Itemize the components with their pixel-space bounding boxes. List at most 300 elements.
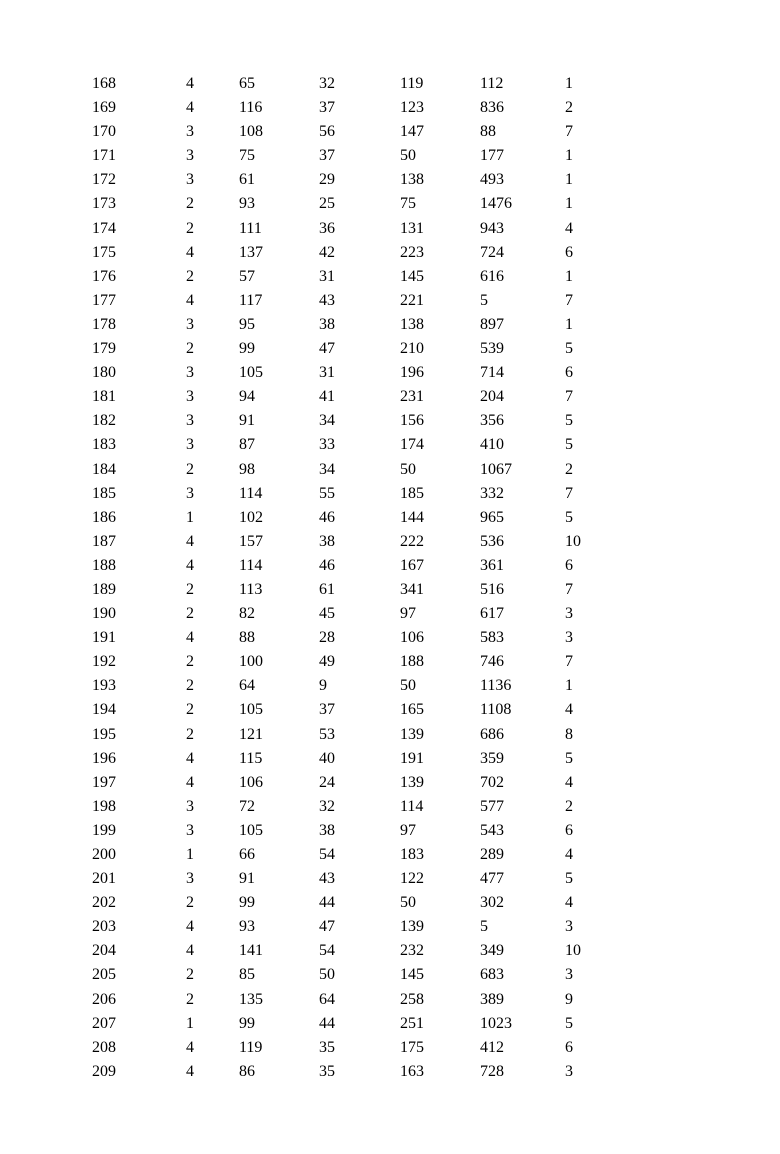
table-cell-col-3: 141	[239, 942, 263, 960]
table-cell-col-7: 8	[565, 725, 573, 743]
table-row	[92, 1036, 625, 1060]
table-cell-col-7: 6	[565, 556, 573, 574]
table-row	[92, 337, 625, 361]
table-cell-col-6: 177	[480, 147, 504, 165]
table-cell-col-4: 38	[319, 821, 335, 839]
table-cell-col-7: 5	[565, 508, 573, 526]
table-row	[92, 506, 625, 530]
table-cell-col-2: 2	[186, 677, 194, 695]
table-cell-col-5: 138	[400, 171, 424, 189]
table-cell-col-6: 410	[480, 436, 504, 454]
table-cell-col-6: 5	[480, 918, 488, 936]
table-cell-col-4: 38	[319, 315, 335, 333]
table-cell-col-6: 746	[480, 653, 504, 671]
table-cell-col-2: 2	[186, 580, 194, 598]
table-cell-col-2: 2	[186, 605, 194, 623]
table-cell-col-7: 1	[565, 267, 573, 285]
table-cell-col-4: 40	[319, 749, 335, 767]
table-cell-col-2: 3	[186, 123, 194, 141]
table-cell-col-6: 728	[480, 1062, 504, 1080]
table-cell-col-4: 64	[319, 990, 335, 1008]
table-row	[92, 433, 625, 457]
table-cell-col-5: 188	[400, 653, 424, 671]
table-cell-col-6: 1067	[480, 460, 512, 478]
table-cell-col-5: 222	[400, 532, 424, 550]
table-row	[92, 1060, 625, 1084]
table-cell-col-2: 2	[186, 701, 194, 719]
table-cell-col-5: 145	[400, 966, 424, 984]
table-row	[92, 650, 625, 674]
table-row	[92, 385, 625, 409]
table-cell-col-6: 389	[480, 990, 504, 1008]
table-cell-col-2: 4	[186, 918, 194, 936]
table-cell-col-4: 42	[319, 243, 335, 261]
table-cell-col-7: 5	[565, 340, 573, 358]
table-cell-row-id: 191	[92, 629, 116, 647]
table-cell-col-3: 91	[239, 870, 255, 888]
table-cell-col-5: 258	[400, 990, 424, 1008]
table-cell-row-id: 209	[92, 1062, 116, 1080]
table-cell-col-3: 86	[239, 1062, 255, 1080]
table-cell-col-5: 139	[400, 773, 424, 791]
table-cell-col-6: 1136	[480, 677, 512, 695]
table-cell-col-5: 114	[400, 797, 424, 815]
table-cell-row-id: 169	[92, 99, 116, 117]
table-row	[92, 530, 625, 554]
table-cell-col-7: 7	[565, 484, 573, 502]
table-cell-col-7: 5	[565, 436, 573, 454]
table-cell-row-id: 199	[92, 821, 116, 839]
table-cell-col-6: 724	[480, 243, 504, 261]
table-cell-col-5: 196	[400, 364, 424, 382]
table-row	[92, 867, 625, 891]
table-cell-col-6: 493	[480, 171, 504, 189]
table-cell-row-id: 180	[92, 364, 116, 382]
table-cell-col-6: 412	[480, 1038, 504, 1056]
table-cell-col-5: 75	[400, 195, 416, 213]
table-cell-row-id: 189	[92, 580, 116, 598]
table-cell-col-6: 361	[480, 556, 504, 574]
table-cell-col-7: 1	[565, 147, 573, 165]
table-cell-row-id: 168	[92, 75, 116, 92]
table-cell-col-5: 191	[400, 749, 424, 767]
table-cell-row-id: 208	[92, 1038, 116, 1056]
table-cell-col-5: 139	[400, 918, 424, 936]
table-cell-col-4: 55	[319, 484, 335, 502]
table-cell-col-4: 38	[319, 532, 335, 550]
table-cell-col-2: 3	[186, 171, 194, 189]
table-row	[92, 939, 625, 963]
table-cell-col-4: 34	[319, 412, 335, 430]
table-cell-col-4: 43	[319, 291, 335, 309]
table-cell-col-3: 85	[239, 966, 255, 984]
table-cell-col-6: 617	[480, 605, 504, 623]
table-row	[92, 72, 625, 96]
table-cell-col-4: 34	[319, 460, 335, 478]
table-cell-col-3: 99	[239, 340, 255, 358]
table-cell-col-5: 119	[400, 75, 424, 92]
table-cell-col-3: 121	[239, 725, 263, 743]
table-cell-col-6: 943	[480, 219, 504, 237]
table-cell-col-3: 99	[239, 1014, 255, 1032]
table-row	[92, 723, 625, 747]
table-cell-row-id: 186	[92, 508, 116, 526]
table-cell-col-7: 10	[565, 532, 581, 550]
table-cell-col-7: 3	[565, 918, 573, 936]
table-cell-row-id: 198	[92, 797, 116, 815]
table-cell-col-4: 32	[319, 75, 335, 92]
table-cell-col-2: 4	[186, 1062, 194, 1080]
table-cell-col-7: 1	[565, 171, 573, 189]
table-cell-col-3: 137	[239, 243, 263, 261]
table-cell-col-3: 95	[239, 315, 255, 333]
table-cell-col-2: 2	[186, 725, 194, 743]
table-row	[92, 289, 625, 313]
table-cell-col-3: 61	[239, 171, 255, 189]
table-cell-col-5: 251	[400, 1014, 424, 1032]
table-cell-col-2: 1	[186, 846, 194, 863]
table-cell-col-3: 93	[239, 195, 255, 213]
table-row	[92, 988, 625, 1012]
table-cell-col-7: 7	[565, 653, 573, 671]
table-row	[92, 795, 625, 819]
table-cell-col-4: 50	[319, 966, 335, 984]
table-cell-col-3: 88	[239, 629, 255, 647]
table-cell-row-id: 174	[92, 219, 116, 237]
table-cell-col-4: 24	[319, 773, 335, 791]
table-cell-col-6: 356	[480, 412, 504, 430]
table-cell-col-7: 5	[565, 412, 573, 430]
table-cell-col-5: 185	[400, 484, 424, 502]
table-cell-col-3: 115	[239, 749, 263, 767]
table-row	[92, 626, 625, 650]
table-cell-col-6: 5	[480, 291, 488, 309]
table-cell-col-7: 4	[565, 894, 573, 912]
table-cell-col-3: 117	[239, 291, 263, 309]
table-cell-col-4: 56	[319, 123, 335, 141]
table-cell-col-6: 683	[480, 966, 504, 984]
table-cell-col-6: 539	[480, 340, 504, 358]
table-cell-col-4: 37	[319, 701, 335, 719]
table-cell-col-4: 44	[319, 1014, 335, 1032]
table-cell-col-2: 3	[186, 436, 194, 454]
table-cell-col-2: 2	[186, 894, 194, 912]
table-cell-col-7: 6	[565, 364, 573, 382]
table-cell-col-4: 35	[319, 1038, 335, 1056]
table-cell-row-id: 196	[92, 749, 116, 767]
table-row	[92, 96, 625, 120]
table-cell-col-4: 44	[319, 894, 335, 912]
table-cell-col-6: 477	[480, 870, 504, 888]
table-cell-col-7: 3	[565, 966, 573, 984]
table-cell-row-id: 194	[92, 701, 116, 719]
table-cell-col-2: 3	[186, 388, 194, 406]
table-cell-col-5: 167	[400, 556, 424, 574]
table-cell-col-3: 82	[239, 605, 255, 623]
table-row	[92, 747, 625, 771]
table-cell-col-3: 94	[239, 388, 255, 406]
table-cell-col-7: 7	[565, 291, 573, 309]
table-cell-row-id: 201	[92, 870, 116, 888]
table-cell-col-2: 4	[186, 243, 194, 261]
table-row	[92, 458, 625, 482]
table-row	[92, 819, 625, 843]
table-cell-col-4: 32	[319, 797, 335, 815]
table-cell-col-6: 88	[480, 123, 496, 141]
table-cell-col-4: 61	[319, 580, 335, 598]
table-cell-col-4: 31	[319, 364, 335, 382]
table-cell-col-2: 2	[186, 267, 194, 285]
table-cell-col-2: 4	[186, 75, 194, 92]
table-cell-col-5: 131	[400, 219, 424, 237]
table-cell-col-6: 112	[480, 75, 504, 92]
table-cell-col-7: 7	[565, 388, 573, 406]
table-cell-col-2: 4	[186, 532, 194, 550]
table-cell-col-4: 36	[319, 219, 335, 237]
table-cell-col-2: 3	[186, 364, 194, 382]
table-cell-col-3: 105	[239, 364, 263, 382]
table-row	[92, 843, 625, 867]
table-cell-row-id: 203	[92, 918, 116, 936]
table-cell-row-id: 170	[92, 123, 116, 141]
table-cell-col-5: 210	[400, 340, 424, 358]
table-cell-row-id: 187	[92, 532, 116, 550]
table-cell-col-7: 6	[565, 1038, 573, 1056]
table-cell-col-6: 289	[480, 846, 504, 863]
table-cell-col-5: 144	[400, 508, 424, 526]
table-cell-col-7: 4	[565, 773, 573, 791]
table-cell-row-id: 206	[92, 990, 116, 1008]
table-cell-row-id: 182	[92, 412, 116, 430]
table-cell-row-id: 202	[92, 894, 116, 912]
table-cell-col-4: 54	[319, 942, 335, 960]
table-cell-col-7: 5	[565, 870, 573, 888]
table-cell-col-6: 536	[480, 532, 504, 550]
table-cell-col-7: 7	[565, 123, 573, 141]
table-cell-col-2: 3	[186, 315, 194, 333]
table-cell-row-id: 192	[92, 653, 116, 671]
table-cell-col-6: 302	[480, 894, 504, 912]
table-cell-col-7: 1	[565, 677, 573, 695]
table-cell-col-4: 49	[319, 653, 335, 671]
table-cell-row-id: 190	[92, 605, 116, 623]
table-cell-col-2: 2	[186, 990, 194, 1008]
table-cell-col-4: 29	[319, 171, 335, 189]
table-cell-col-4: 41	[319, 388, 335, 406]
table-cell-col-3: 98	[239, 460, 255, 478]
table-cell-col-6: 1476	[480, 195, 512, 213]
table-cell-col-5: 50	[400, 147, 416, 165]
table-cell-col-2: 4	[186, 1038, 194, 1056]
table-cell-col-2: 3	[186, 147, 194, 165]
table-cell-col-7: 4	[565, 219, 573, 237]
table-cell-col-4: 46	[319, 556, 335, 574]
table-cell-row-id: 204	[92, 942, 116, 960]
table-cell-col-5: 147	[400, 123, 424, 141]
table-cell-col-2: 2	[186, 195, 194, 213]
table-row	[92, 578, 625, 602]
table-cell-col-6: 204	[480, 388, 504, 406]
table-row	[92, 313, 625, 337]
table-cell-col-4: 35	[319, 1062, 335, 1080]
table-cell-col-5: 341	[400, 580, 424, 598]
table-cell-col-6: 359	[480, 749, 504, 767]
table-cell-col-7: 6	[565, 821, 573, 839]
table-cell-col-5: 122	[400, 870, 424, 888]
table-cell-row-id: 188	[92, 556, 116, 574]
table-cell-col-5: 138	[400, 315, 424, 333]
table-cell-row-id: 178	[92, 315, 116, 333]
table-cell-row-id: 181	[92, 388, 116, 406]
table-cell-col-7: 5	[565, 749, 573, 767]
table-cell-col-3: 114	[239, 484, 263, 502]
table-cell-col-4: 45	[319, 605, 335, 623]
table-cell-col-3: 57	[239, 267, 255, 285]
table-cell-col-7: 6	[565, 243, 573, 261]
table-cell-col-6: 836	[480, 99, 504, 117]
table-cell-col-4: 31	[319, 267, 335, 285]
table-cell-col-2: 2	[186, 966, 194, 984]
table-row	[92, 482, 625, 506]
table-cell-col-7: 4	[565, 701, 573, 719]
table-cell-col-4: 37	[319, 147, 335, 165]
table-body	[92, 72, 625, 1084]
table-cell-row-id: 200	[92, 846, 116, 863]
table-cell-col-6: 349	[480, 942, 504, 960]
table-row	[92, 554, 625, 578]
table-cell-col-5: 145	[400, 267, 424, 285]
table-cell-col-7: 1	[565, 75, 573, 92]
table-row	[92, 168, 625, 192]
table-cell-col-2: 3	[186, 797, 194, 815]
table-cell-col-3: 93	[239, 918, 255, 936]
table-cell-col-6: 965	[480, 508, 504, 526]
table-cell-col-6: 583	[480, 629, 504, 647]
table-row	[92, 409, 625, 433]
table-cell-col-3: 64	[239, 677, 255, 695]
table-cell-col-7: 1	[565, 315, 573, 333]
table-cell-col-3: 157	[239, 532, 263, 550]
table-cell-col-7: 10	[565, 942, 581, 960]
table-row	[92, 891, 625, 915]
table-cell-col-3: 114	[239, 556, 263, 574]
table-row	[92, 915, 625, 939]
table-cell-col-4: 47	[319, 918, 335, 936]
table-cell-col-3: 116	[239, 99, 263, 117]
table-cell-col-6: 1108	[480, 701, 512, 719]
table-row	[92, 192, 625, 216]
table-cell-col-4: 25	[319, 195, 335, 213]
table-cell-col-5: 156	[400, 412, 424, 430]
table-cell-col-7: 5	[565, 1014, 573, 1032]
table-cell-col-2: 2	[186, 219, 194, 237]
table-cell-col-2: 2	[186, 460, 194, 478]
table-cell-col-4: 43	[319, 870, 335, 888]
table-cell-col-7: 3	[565, 605, 573, 623]
table-cell-col-2: 4	[186, 629, 194, 647]
table-cell-col-5: 163	[400, 1062, 424, 1080]
table-row	[92, 144, 625, 168]
table-cell-col-3: 106	[239, 773, 263, 791]
table-row	[92, 120, 625, 144]
table-cell-col-5: 183	[400, 846, 424, 863]
table-cell-row-id: 177	[92, 291, 116, 309]
table-cell-col-3: 119	[239, 1038, 263, 1056]
table-row	[92, 217, 625, 241]
table-cell-col-2: 4	[186, 942, 194, 960]
table-cell-row-id: 172	[92, 171, 116, 189]
table-cell-col-3: 105	[239, 821, 263, 839]
table-cell-col-6: 332	[480, 484, 504, 502]
table-cell-col-5: 232	[400, 942, 424, 960]
table-row	[92, 265, 625, 289]
table-cell-row-id: 205	[92, 966, 116, 984]
table-cell-col-3: 102	[239, 508, 263, 526]
table-cell-col-4: 47	[319, 340, 335, 358]
table-cell-col-5: 175	[400, 1038, 424, 1056]
table-cell-col-6: 702	[480, 773, 504, 791]
table-cell-row-id: 183	[92, 436, 116, 454]
table-cell-col-5: 97	[400, 821, 416, 839]
table-cell-col-7: 2	[565, 460, 573, 478]
table-cell-col-7: 7	[565, 580, 573, 598]
table-cell-col-7: 2	[565, 797, 573, 815]
table-cell-row-id: 185	[92, 484, 116, 502]
table-cell-col-7: 2	[565, 99, 573, 117]
table-cell-col-4: 28	[319, 629, 335, 647]
table-cell-col-6: 516	[480, 580, 504, 598]
table-cell-col-5: 165	[400, 701, 424, 719]
table-cell-col-2: 1	[186, 1014, 194, 1032]
table-row	[92, 361, 625, 385]
table-cell-col-5: 106	[400, 629, 424, 647]
table-cell-col-5: 231	[400, 388, 424, 406]
table-cell-row-id: 193	[92, 677, 116, 695]
table-cell-col-6: 577	[480, 797, 504, 815]
table-cell-col-4: 46	[319, 508, 335, 526]
table-cell-col-3: 113	[239, 580, 263, 598]
table-cell-col-2: 4	[186, 749, 194, 767]
table-cell-col-2: 4	[186, 773, 194, 791]
table-cell-col-2: 3	[186, 821, 194, 839]
table-row	[92, 241, 625, 265]
table-cell-col-6: 686	[480, 725, 504, 743]
table-cell-col-2: 1	[186, 508, 194, 526]
table-cell-col-5: 97	[400, 605, 416, 623]
data-table	[92, 72, 625, 1084]
table-cell-col-4: 33	[319, 436, 335, 454]
table-cell-col-3: 75	[239, 147, 255, 165]
table-cell-col-5: 139	[400, 725, 424, 743]
table-cell-col-5: 221	[400, 291, 424, 309]
table-cell-col-4: 54	[319, 846, 335, 863]
table-cell-col-5: 50	[400, 894, 416, 912]
table-cell-col-4: 53	[319, 725, 335, 743]
table-row	[92, 963, 625, 987]
table-cell-col-3: 135	[239, 990, 263, 1008]
table-cell-col-3: 100	[239, 653, 263, 671]
table-cell-col-2: 3	[186, 870, 194, 888]
table-cell-col-2: 4	[186, 99, 194, 117]
table-row	[92, 602, 625, 626]
table-cell-row-id: 184	[92, 460, 116, 478]
table-cell-col-5: 123	[400, 99, 424, 117]
table-cell-col-2: 2	[186, 340, 194, 358]
table-cell-col-5: 50	[400, 677, 416, 695]
table-cell-col-7: 3	[565, 1062, 573, 1080]
table-cell-col-3: 87	[239, 436, 255, 454]
table-row	[92, 698, 625, 722]
